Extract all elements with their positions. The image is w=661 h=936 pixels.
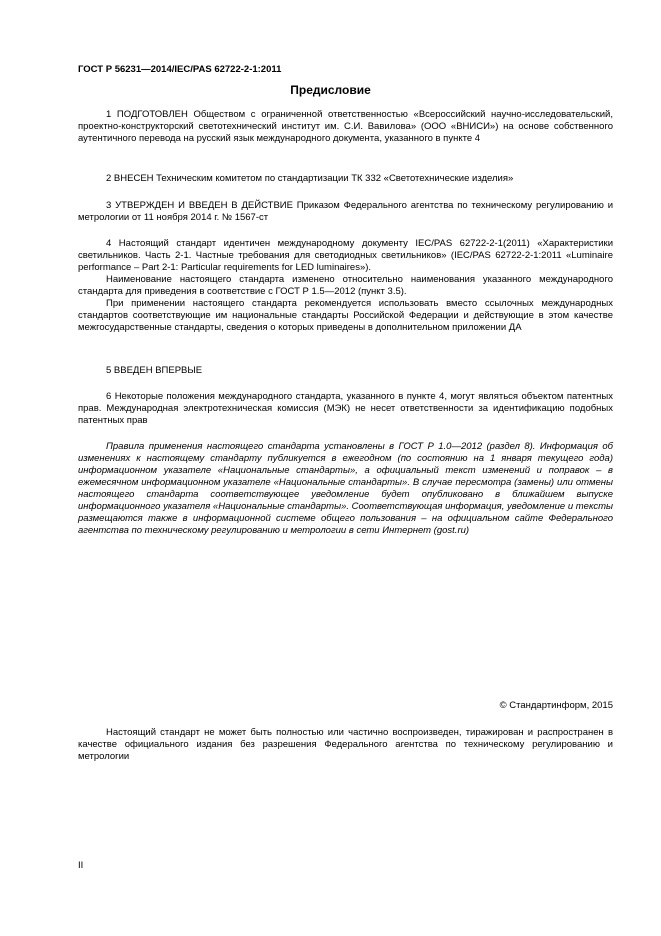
item-4-name-change: Наименование настоящего стандарта изменено относительно наименования указанного международного стандарта для приведения в соответствие с ГОСТ Р 1.5—2012 (пункт 3.5). — [78, 274, 613, 297]
application-notice-text: Правила применения настоящего стандарта установлены в ГОСТ Р 1.0—2012 (раздел 8). Информация об изменениях к настоящему стандарту публикуется в ежегодном (по состоянию на 1 января текущего года) информационном указателе «Национальные стандарты», а официальный текст изменений и поправок – в ежемесячном информационном указателе «Национальные стандарты». В случае пересмотра (замены) или отмены настоящего стандарта соответствующее уведомление будет опубликовано в ближайшем выпуске информационного указателя «Национальные стандарты». Соответствующая информация, уведомление и тексты размещаются также в информационной системе общего пользования – на официальном сайте Федерального агентства по техническому регулированию и метрологии в сети Интернет (gost.ru) — [78, 441, 613, 536]
item-6-text: 6 Некоторые положения международного стандарта, указанного в пункте 4, могут являться объектом патентных прав. Международная электротехническая комиссия (МЭК) не несет ответственности за идентификацию подобных патентных прав — [78, 391, 613, 426]
item-4-text: 4 Настоящий стандарт идентичен международному документу IEC/PAS 62722-2-1(2011) «Характеристики светильников. Часть 2-1. Частные требования для светодиодных светильников» (IEC/PAS 62722-2-1:2011 «Luminaire performance – Part 2-1: Particular requirements for LED luminaires»). — [78, 238, 613, 273]
item-4-references: При применении настоящего стандарта рекомендуется использовать вместо ссылочных международных стандартов соответствующие им национальные стандарты Российской Федерации и действующие в этом качестве межгосударственные стандарты, сведения о которых приведены в дополнительном приложении ДА — [78, 298, 613, 333]
item-2 — [78, 173, 613, 185]
rights-notice-text: Настоящий стандарт не может быть полностью или частично воспроизведен, тиражирован и распространен в качестве официального издания без разрешения Федерального агентства по техническому регулированию и метрологии — [78, 727, 613, 762]
item-3-text: 3 УТВЕРЖДЕН И ВВЕДЕН В ДЕЙСТВИЕ Приказом Федерального агентства по техническому регулированию и метрологии от 11 ноября 2014 г. № 1567-ст — [78, 200, 613, 223]
rights-notice — [78, 727, 613, 763]
page-number: II — [78, 860, 84, 871]
copyright: © Стандартинформ, 2015 — [499, 700, 613, 711]
item-5 — [78, 365, 613, 377]
item-5-text: 5 ВВЕДЕН ВПЕРВЫЕ — [106, 365, 203, 376]
item-6 — [78, 391, 613, 427]
page-title: Предисловие — [290, 83, 371, 97]
item-2-text: 2 ВНЕСЕН Техническим комитетом по стандартизации ТК 332 «Светотехнические изделия» — [106, 173, 514, 184]
item-3 — [78, 200, 613, 224]
application-notice — [78, 441, 613, 537]
item-1 — [78, 109, 613, 145]
standard-code-header: ГОСТ Р 56231—2014/IEC/PAS 62722-2-1:2011 — [78, 64, 282, 75]
item-1-text: 1 ПОДГОТОВЛЕН Обществом с ограниченной ответственностью «Всероссийский научно-исследовательский, проектно-конструкторский светотехнический институт им. С.И. Вавилова» (ООО «ВНИСИ») на основе собственного аутентичного перевода на русский язык международного документа, указанного в пункте 4 — [78, 109, 613, 144]
item-4 — [78, 238, 613, 334]
